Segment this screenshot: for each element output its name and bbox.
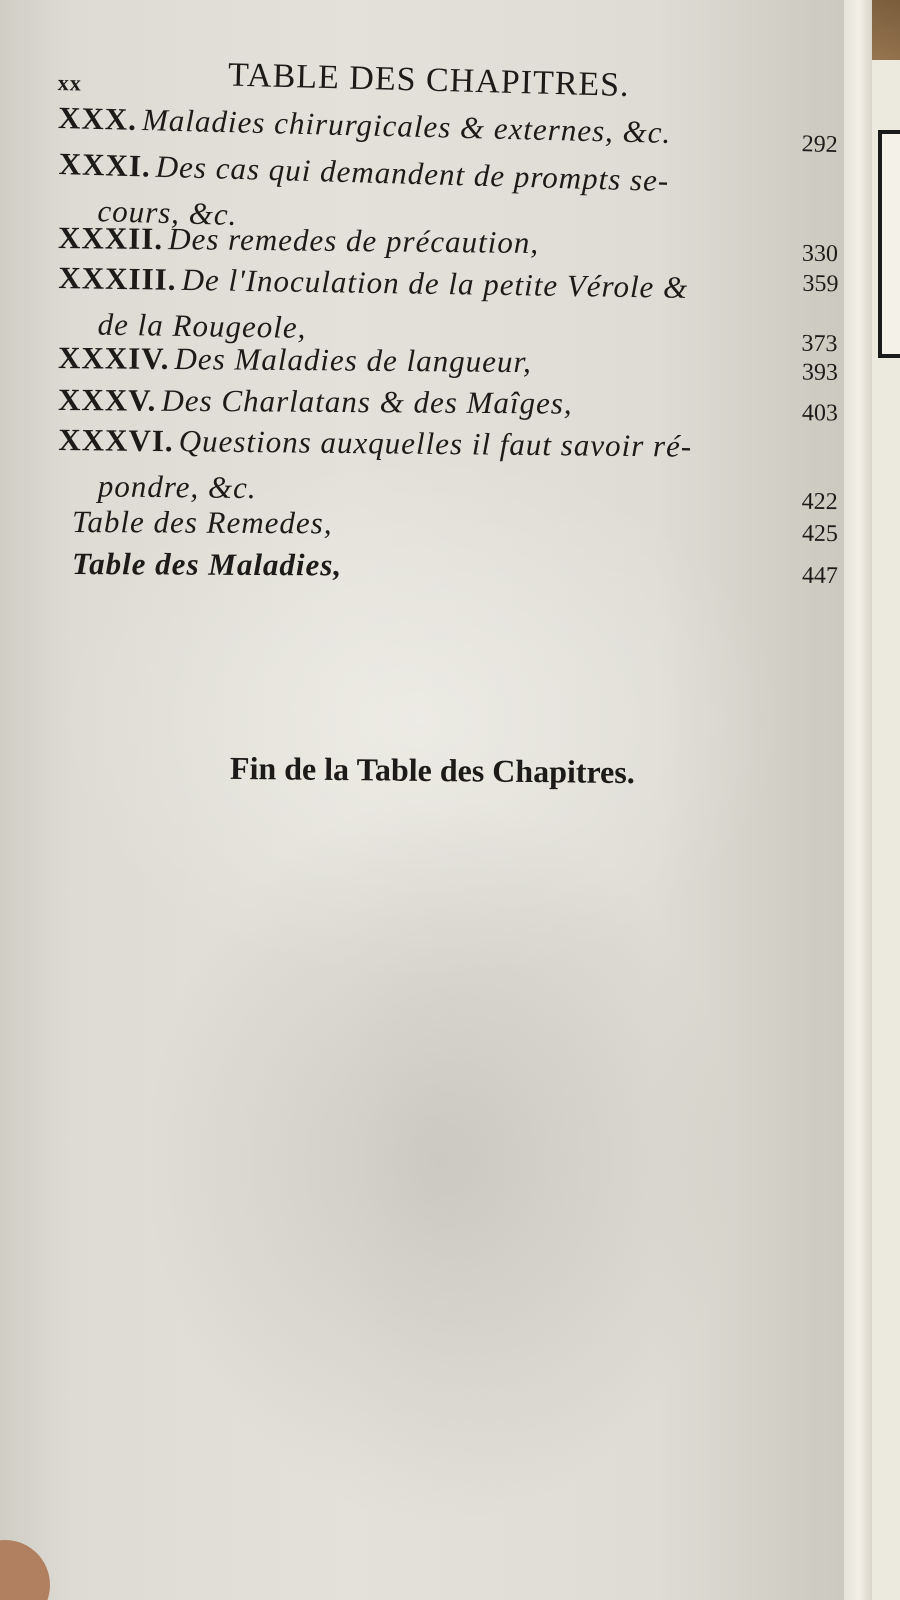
folio: xx — [57, 70, 83, 96]
chapter-title-continued: pondre, &c. — [97, 468, 257, 506]
chapter-title: Des Maladies de langueur, — [174, 341, 532, 380]
chapter-number: XXXII. — [57, 220, 164, 257]
toc-entry-table-maladies — [72, 546, 838, 596]
chapter-number: XXXIV. — [57, 340, 170, 376]
page-number: 425 — [801, 520, 839, 548]
page-number: 422 — [801, 488, 838, 516]
chapter-title: Questions auxquelles il faut savoir ré- — [178, 423, 693, 464]
chapter-title: Des remedes de précaution, — [168, 221, 540, 261]
chapter-number: XXXV. — [57, 382, 157, 418]
page-number: 359 — [802, 270, 839, 298]
chapter-title: Table des Remedes, — [71, 504, 333, 541]
chapter-number: XXXI. — [58, 146, 152, 184]
chapter-number: XXXVI. — [58, 422, 174, 459]
chapter-title-continued: de la Rougeole, — [97, 306, 307, 345]
chapter-title: Maladies chirurgicales & externes, &c. — [141, 102, 672, 150]
page-number: 447 — [801, 562, 839, 590]
page-number: 403 — [801, 400, 839, 427]
chapter-number: XXX. — [57, 100, 138, 137]
next-page-frame — [878, 130, 900, 358]
chapter-number: XXXIII. — [58, 260, 177, 297]
closing-line: Fin de la Table des Chapitres. — [229, 749, 636, 791]
chapter-title: De l'Inoculation de la petite Vérole & — [181, 261, 689, 305]
chapter-title: Table des Maladies, — [71, 546, 343, 583]
page-number: 393 — [801, 359, 839, 386]
page-gutter-edge — [844, 0, 872, 1600]
page-number: 373 — [801, 330, 838, 358]
page-number: 292 — [801, 131, 839, 159]
page-number: 330 — [801, 240, 839, 268]
chapter-title: Des Charlatans & des Maîges, — [161, 382, 573, 421]
running-head-title: TABLE DES CHAPITRES. — [227, 56, 631, 104]
chapter-title-continued: cours, &c. — [97, 193, 238, 233]
chapter-title: Des cas qui demandent de prompts se- — [155, 148, 670, 199]
